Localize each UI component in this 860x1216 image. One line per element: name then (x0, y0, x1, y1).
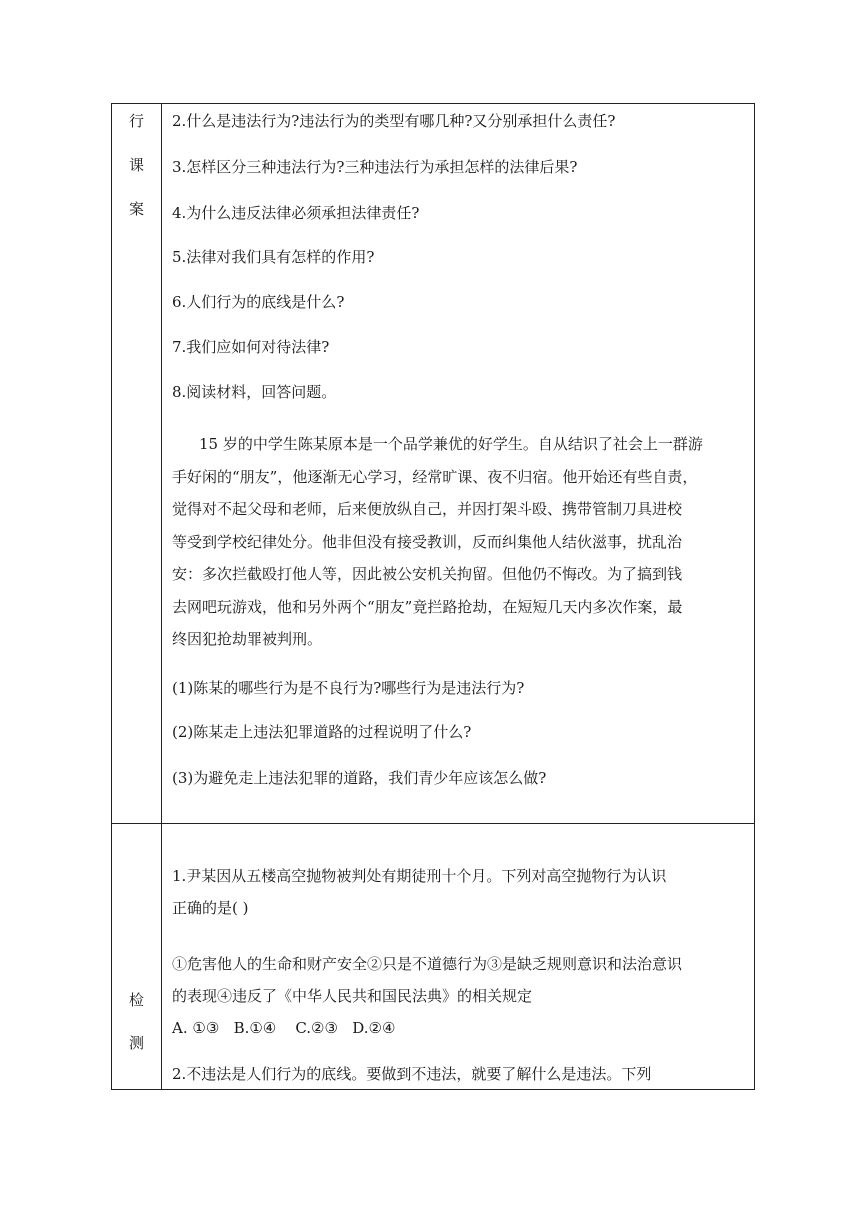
material-line: 手好闲的“朋友”，他逐渐无心学习，经常旷课、夜不归宿。他开始还有些自责， (172, 467, 698, 486)
question-2: 2.什么是违法行为?违法行为的类型有哪几种?又分别承担什么责任? (172, 112, 616, 130)
side-label-stack (112, 114, 161, 217)
side-label-cell (112, 824, 162, 1090)
material-line: 觉得对不起父母和老师，后来便放纵自己，并因打架斗殴、携带管制刀具进校 (172, 500, 683, 518)
question-5: 5.法律对我们具有怎样的作用? (172, 248, 375, 266)
material-line: 15 岁的中学生陈某原本是一个品学兼优的好学生。自从结识了社会上一群游 (199, 435, 703, 453)
material-line: 去网吧玩游戏，他和另外两个“朋友”竟拦路抢劫，在短短几天内多次作案，最 (172, 597, 683, 616)
check-question-line: 1.尹某因从五楼高空抛物被判处有期徒刑十个月。下列对高空抛物行为认识 (172, 867, 667, 885)
check-question-1 (172, 860, 666, 924)
side-label-char: 测 (128, 1034, 144, 1052)
side-label-stack (112, 993, 161, 1051)
side-label-char: 行 (128, 112, 144, 130)
sub-question-3: (3)为避免走上违法犯罪的道路，我们青少年应该怎么做? (172, 769, 547, 787)
material-line: 安：多次拦截殴打他人等，因此被公安机关拘留。但他仍不悔改。为了搞到钱 (172, 565, 683, 583)
check-question-1-statements (172, 948, 682, 1012)
question-8: 8.阅读材料，回答问题。 (172, 383, 337, 401)
question-3: 3.怎样区分三种违法行为?三种违法行为承担怎样的法律后果? (172, 158, 578, 176)
sub-question-1: (1)陈某的哪些行为是不良行为?哪些行为是违法行为? (172, 679, 525, 697)
sub-question-2: (2)陈某走上违法犯罪道路的过程说明了什么? (172, 723, 472, 741)
question-7: 7.我们应如何对待法律? (172, 338, 330, 356)
statement-line: ①危害他人的生命和财产安全②只是不道德行为③是缺乏规则意识和法治意识 (172, 955, 683, 973)
check-question-line: 正确的是( ) (172, 899, 249, 917)
question-4: 4.为什么违反法律必须承担法律责任? (172, 204, 420, 222)
side-label-char: 案 (128, 200, 144, 218)
question-6: 6.人们行为的底线是什么? (172, 293, 345, 311)
side-label-char: 检 (128, 991, 144, 1009)
answer-options: A. ①③ B.①④ C.②③ D.②④ (172, 1019, 396, 1037)
side-label-cell (112, 104, 162, 824)
check-question-2: 2.不违法是人们行为的底线。要做到不违法，就要了解什么是违法。下列 (172, 1065, 652, 1083)
material-line: 终因犯抢劫罪被判刑。 (172, 630, 323, 648)
material-line: 等受到学校纪律处分。他非但没有接受教训，反而纠集他人结伙滋事，扰乱治 (172, 532, 683, 551)
material-passage (172, 428, 703, 656)
statement-line: 的表现④违反了《中华人民共和国民法典》的相关规定 (172, 987, 533, 1005)
side-label-char: 课 (128, 156, 144, 174)
